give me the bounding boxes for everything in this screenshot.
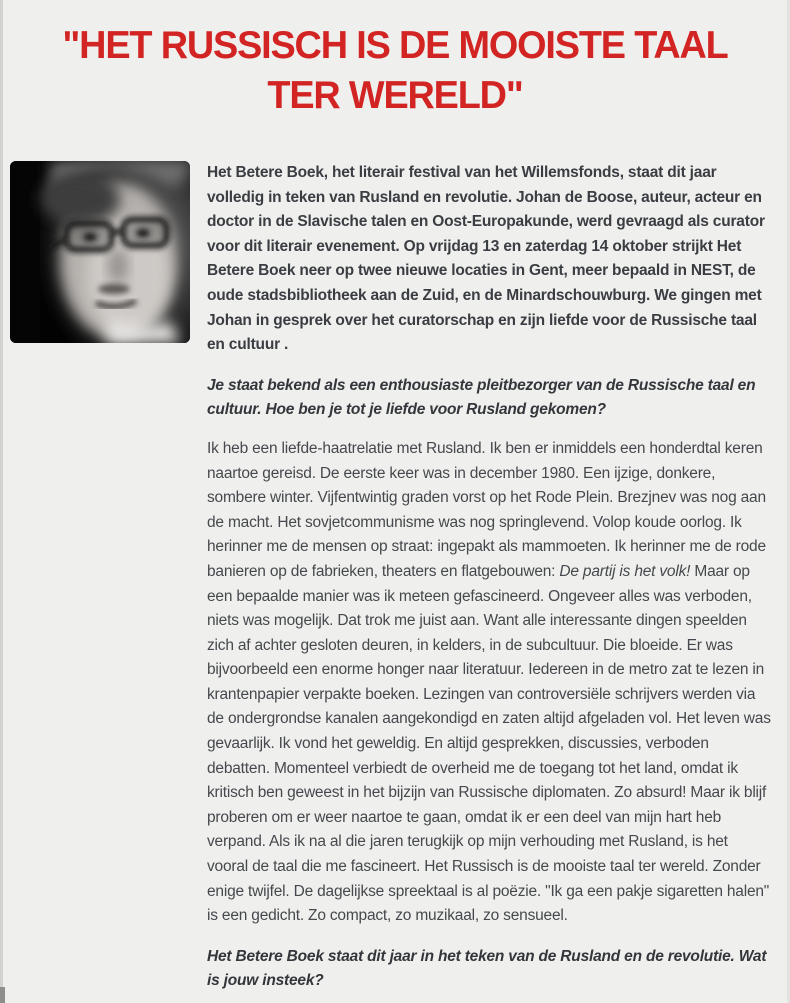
intro-paragraph: Het Betere Boek, het literair festival van het Willemsfonds, staat dit jaar volledig in teken van Rusland en revolutie. Johan de Boose, auteur, acteur en doctor in de Slavische talen en Oost-Europakunde, werd gevraagd als curator voor dit literair evenement. Op vrijdag 13 en zaterdag 14 oktober strijkt Het Betere Boek neer op twee nieuwe locaties in Gent, meer bepaald in NEST, de oude stadsbibliotheek aan de Zuid, en de Minardschouwburg. We gingen met Johan in gesprek over het curatorschap en zijn liefde voor de Russische taal en cultuur . bbox=[207, 164, 765, 354]
interview-question-1: Je staat bekend als een enthousiaste pleitbezorger van de Russische taal en cultuur. Hoe ben je tot je liefde voor Rusland gekomen? bbox=[207, 376, 756, 419]
page-title: "HET RUSSISCH IS DE MOOISTE TAAL TER WERELD" bbox=[62, 24, 728, 117]
answer-italic-quote: De partij is het volk! bbox=[559, 562, 691, 580]
interview-answer-1 bbox=[207, 437, 772, 929]
answer-text-lead: Ik heb een liefde-haatrelatie met Rusland. Ik ben er inmiddels een honderdtal keren naartoe gereisd. De eerste keer was in december 1980. Een ijzige, donkere, sombere winter. Vijfentwintig graden vorst op het Rode Plein. Brezjnev was nog aan de macht. Het sovjetcommunisme was nog springlevend. Volop koude oorlog. Ik herinner me de mensen op straat: ingepakt als mammoeten. Ik herinner me de rode banieren op de fabrieken, theaters en flatgebouwen: bbox=[207, 439, 766, 580]
portrait-photo bbox=[10, 161, 190, 343]
photo-column bbox=[10, 161, 190, 994]
text-column bbox=[207, 161, 772, 994]
page-edge-artifact bbox=[0, 987, 5, 1003]
answer-text-rest: Maar op een bepaalde manier was ik meteen gefascineerd. Ongeveer alles was verboden, niets was mogelijk. Dat trok me juist aan. Want alle interessante dingen speelden zich af achter gesloten deuren, in kelders, in de subcultuur. Die bloeide. Er was bijvoorbeeld een enorme honger naar literatuur. Iedereen in de metro zat te lezen in krantenpapier verpakte boeken. Lezingen van controversiële schrijvers werden via de ondergrondse kanalen aangekondigd en zaten altijd afgeladen vol. Het leven was gevaarlijk. Ik vond het geweldig. En altijd gesprekken, discussies, verboden debatten. Momenteel verbiedt de overheid me de toegang tot het land, omdat ik kritisch ben geweest in het bijzijn van Russische diplomaten. Zo absurd! Maar ik blijf proberen om er weer naartoe te gaan, omdat ik er een deel van mijn hart heb verpand. Als ik na al die jaren terugkijk op mijn verhouding met Rusland, is het vooral de taal die me fascineert. Het Russisch is de mooiste taal ter wereld. Zonder enige twijfel. De dagelijkse spreektaal is al poëzie. "Ik ga een pakje sigaretten halen" is een gedicht. Zo compact, zo muzikaal, zo sensueel. bbox=[207, 562, 771, 925]
portrait-photo-image bbox=[10, 161, 190, 343]
interview-question-2: Het Betere Boek staat dit jaar in het teken van de Rusland en de revolutie. Wat is jouw insteek? bbox=[207, 947, 767, 990]
article-body bbox=[0, 161, 790, 994]
